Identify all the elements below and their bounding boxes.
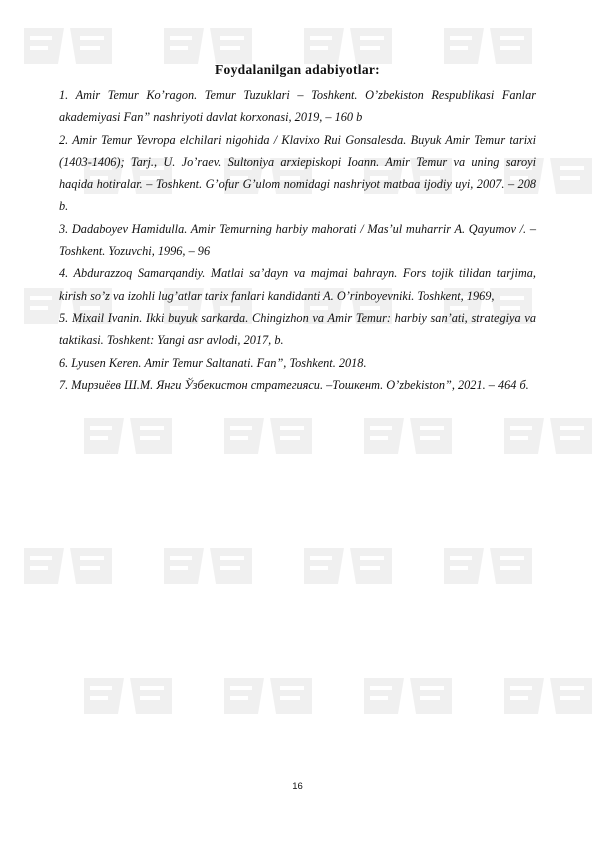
references-heading: Foydalanilgan adabiyotlar: (215, 62, 380, 77)
watermark-logo-icon (360, 670, 456, 722)
references-list (59, 84, 536, 396)
watermark-logo-icon (80, 670, 176, 722)
watermark-logo-icon (300, 540, 396, 592)
watermark-logo-icon (20, 540, 116, 592)
watermark-logo-icon (220, 670, 316, 722)
reference-item-1: 1. Amir Temur Ko’ragon. Temur Tuzuklari – Toshkent. O’zbekiston Respublikasi Fanlar akademiyasi Fan” nashriyoti davlat korxonasi, 2019, – 160 b (59, 88, 536, 125)
watermark-logo-icon (440, 540, 536, 592)
watermark-logo-icon (360, 410, 456, 462)
reference-item-5: 5. Mixail Ivanin. Ikki buyuk sarkarda. Chingizhon va Amir Temur: harbiy san’ati, strategiya va taktikasi. Toshkent: Yangi asr avlodi, 2017, b. (59, 310, 536, 348)
watermark-logo-icon (160, 540, 256, 592)
reference-item-2: 2. Amir Temur Yevropa elchilari nigohida / Klavixo Rui Gonsalesda. Buyuk Amir Temur tarixi (1403-1406); Tarj., U. Jo’raev. Sultoniya arxiepiskopi Ioann. Amir Temur va uning saroyi haqida hotiralar. – Toshkent. G’ofur G’ulom nomidagi nashriyot matbaa ijodiy uyi, 2007. – 208 b. (59, 132, 536, 214)
watermark-logo-icon (80, 410, 176, 462)
watermark-logo-icon (220, 410, 316, 462)
watermark-logo-icon (500, 410, 595, 462)
reference-item-3: 3. Dadaboyev Hamidulla. Amir Temurning harbiy mahorati / Mas’ul muharrir A. Qayumov /. – Toshkent. Yozuvchi, 1996, – 96 (59, 221, 536, 259)
page-number: 16 (292, 781, 303, 792)
watermark-logo-icon (500, 670, 595, 722)
reference-item-6: 6. Lyusen Keren. Amir Temur Saltanati. Fan”, Toshkent. 2018. (59, 355, 367, 370)
reference-item-7: 7. Мирзиёев Ш.М. Янги Ўзбекистон стратегияси. –Тошкент. O’zbekiston”, 2021. – 464 б. (59, 377, 529, 392)
reference-item-4: 4. Abdurazzoq Samarqandiy. Matlai sa’dayn va majmai bahrayn. Fors tojik tilidan tarjima, kirish so’z va izohli lug’atlar tarix fanlari kandidanti A. O’rinboyevniki. Toshkent, 1969, (59, 266, 536, 303)
